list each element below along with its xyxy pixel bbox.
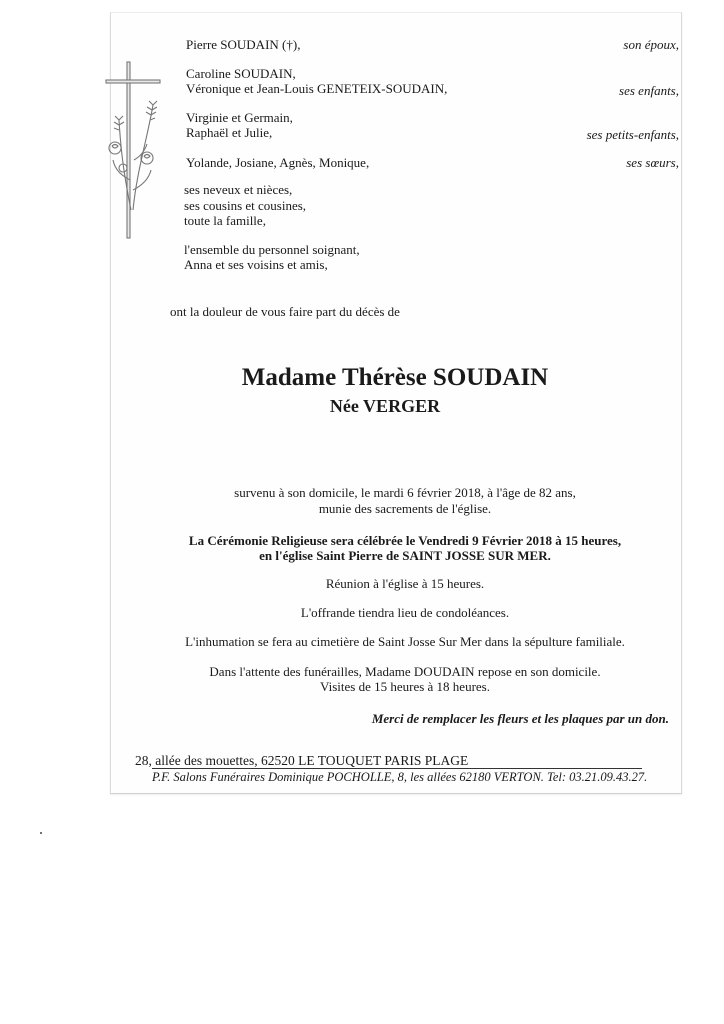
grandchild-name-1: Virginie et Germain, xyxy=(186,110,293,125)
ceremony-line-1: La Cérémonie Religieuse sera célébrée le Vendredi 9 Février 2018 à 15 heures, xyxy=(188,533,622,548)
spouse-name: Pierre SOUDAIN (†), xyxy=(186,37,301,52)
scan-speck xyxy=(40,832,42,834)
relatives-line-1: ses neveux et nièces, xyxy=(184,182,293,197)
others-line-2: Anna et ses voisins et amis, xyxy=(184,257,328,272)
flowers-note: Merci de remplacer les fleurs et les plaques par un don. xyxy=(371,711,669,726)
funeral-home-info: P.F. Salons Funéraires Dominique POCHOLLE, 8, les allées 62180 VERTON. Tel: 03.21.09.43.27. xyxy=(152,770,648,784)
meeting-text: Réunion à l'église à 15 heures. xyxy=(325,576,485,591)
family-address: 28, allée des mouettes, 62520 LE TOUQUET PARIS PLAGE xyxy=(135,753,469,768)
grandchildren-role: ses petits-enfants, xyxy=(586,127,679,142)
burial-text: L'inhumation se fera au cimetière de Saint Josse Sur Mer dans la sépulture familiale. xyxy=(185,634,625,649)
announcement-text: ont la douleur de vous faire part du décès de xyxy=(170,304,400,319)
sisters-names: Yolande, Josiane, Agnès, Monique, xyxy=(186,155,370,170)
death-line-1: survenu à son domicile, le mardi 6 février 2018, à l'âge de 82 ans, xyxy=(234,485,576,500)
deceased-maiden-name: Née VERGER xyxy=(329,396,441,416)
cross-with-wheat-and-roses-icon xyxy=(103,60,171,240)
children-role: ses enfants, xyxy=(619,83,679,98)
child-name-2: Véronique et Jean-Louis GENETEIX-SOUDAIN, xyxy=(186,81,448,96)
deceased-name: Madame Thérèse SOUDAIN xyxy=(241,364,549,391)
wake-line-1: Dans l'attente des funérailles, Madame DOUDAIN repose en son domicile. xyxy=(209,664,601,679)
relatives-line-2: ses cousins et cousines, xyxy=(184,198,307,213)
footer-divider xyxy=(152,768,642,769)
child-name-1: Caroline SOUDAIN, xyxy=(186,66,296,81)
grandchild-name-2: Raphaël et Julie, xyxy=(186,125,273,140)
wake-line-2: Visites de 15 heures à 18 heures. xyxy=(320,679,490,694)
offering-text: L'offrande tiendra lieu de condoléances. xyxy=(300,605,510,620)
ceremony-line-2: en l'église Saint Pierre de SAINT JOSSE SUR MER. xyxy=(259,548,551,563)
sisters-role: ses sœurs, xyxy=(626,155,679,170)
others-line-1: l'ensemble du personnel soignant, xyxy=(184,242,360,257)
spouse-role: son époux, xyxy=(623,37,679,52)
relatives-line-3: toute la famille, xyxy=(184,213,266,228)
death-line-2: munie des sacrements de l'église. xyxy=(318,501,492,516)
